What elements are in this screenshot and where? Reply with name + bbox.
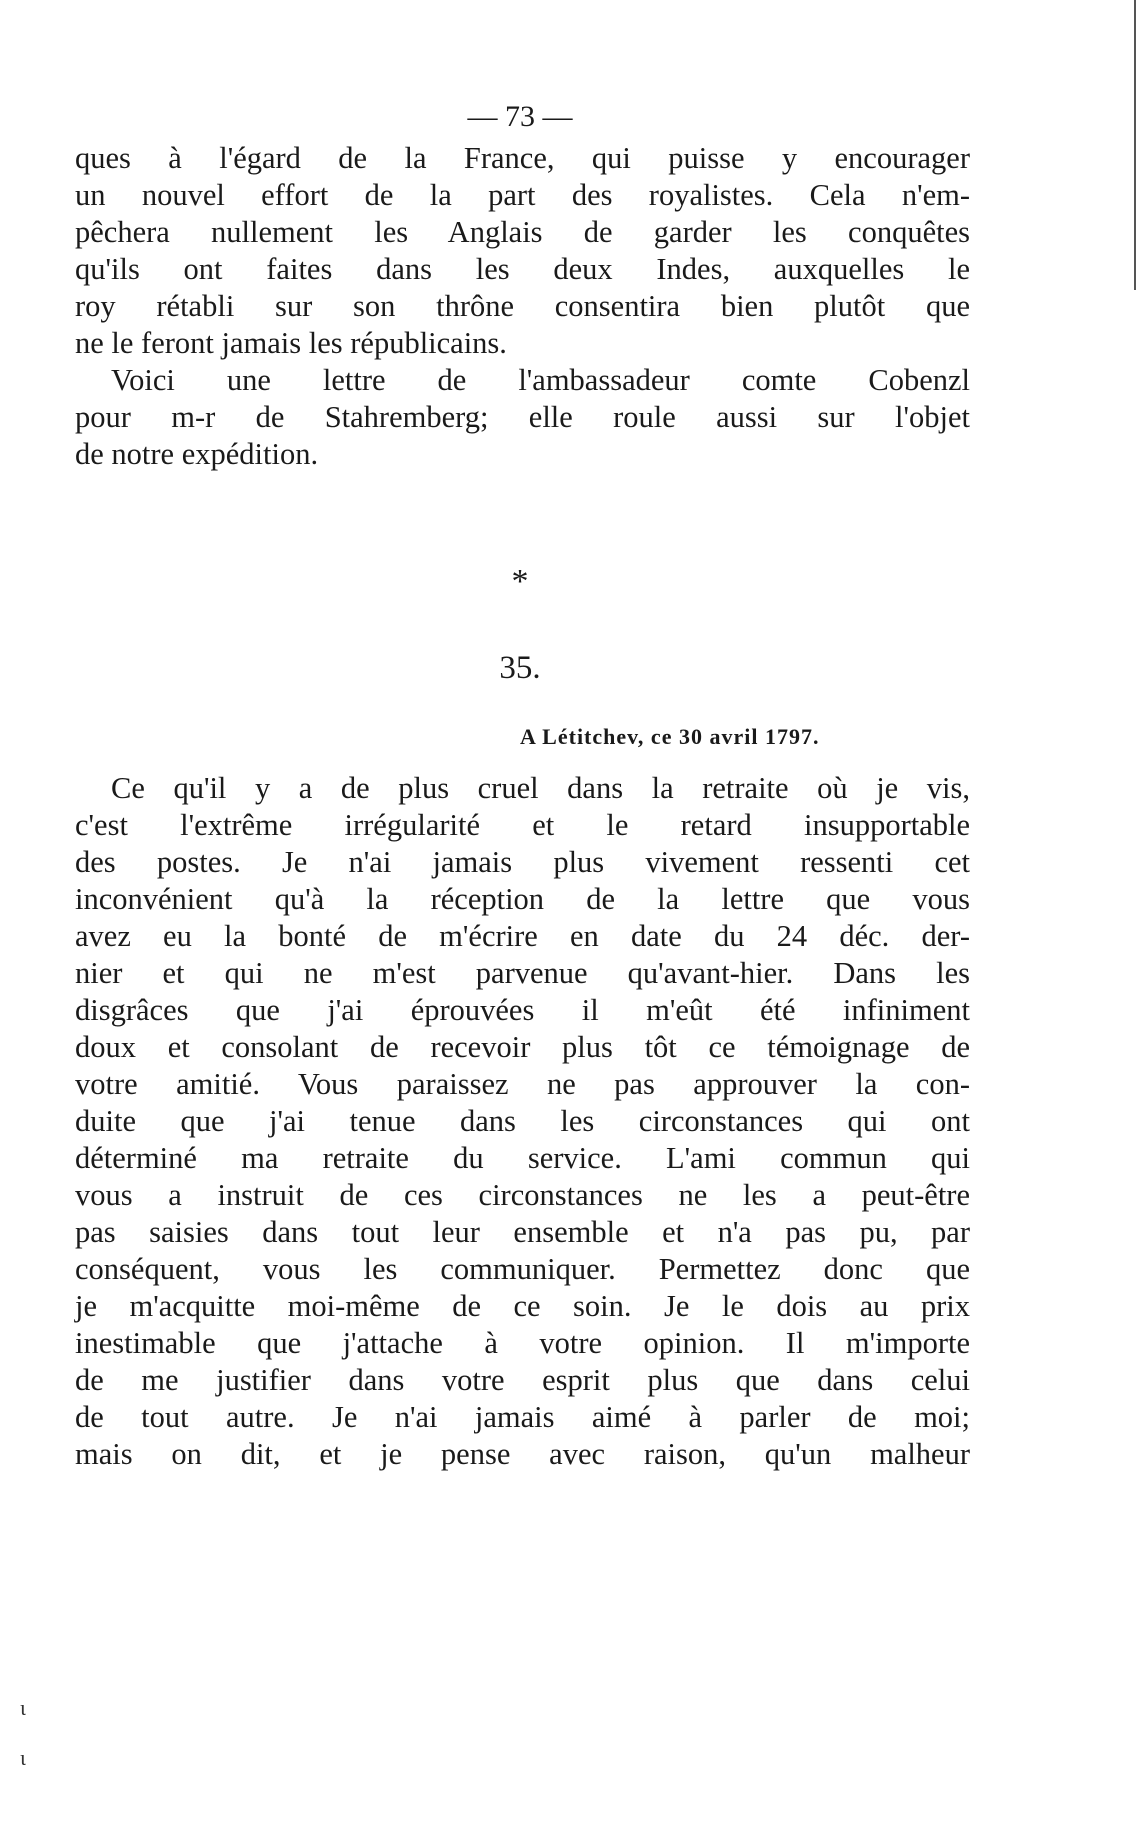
text-line: ne le feront jamais les républicains. (75, 326, 507, 360)
text-line: c'est l'extrême irrégularité et le retard insupportable (75, 808, 970, 842)
text-line: doux et consolant de recevoir plus tôt ce témoignage de (75, 1030, 970, 1064)
letter-number: 35. (499, 650, 541, 686)
margin-mark: ι (20, 1745, 26, 1770)
text-line: Ce qu'il y a de plus cruel dans la retraite où je vis, (111, 771, 970, 805)
text-line: inestimable que j'attache à votre opinion. Il m'importe (75, 1326, 970, 1360)
text-line: Voici une lettre de l'ambassadeur comte Cobenzl (111, 363, 970, 397)
text-line: de me justifier dans votre esprit plus que dans celui (75, 1363, 970, 1397)
text-line: mais on dit, et je pense avec raison, qu'un malheur (75, 1437, 970, 1471)
text-line: de tout autre. Je n'ai jamais aimé à parler de moi; (75, 1400, 970, 1434)
text-line: vous a instruit de ces circonstances ne les a peut-être (75, 1178, 970, 1212)
text-line: un nouvel effort de la part des royalistes. Cela n'em- (75, 178, 970, 212)
text-line: disgrâces que j'ai éprouvées il m'eût été infiniment (75, 993, 970, 1027)
text-line: pas saisies dans tout leur ensemble et n'a pas pu, par (75, 1215, 970, 1249)
paragraph-letter (75, 770, 970, 1473)
page-number: — 73 — (467, 100, 573, 133)
text-line: duite que j'ai tenue dans les circonstances qui ont (75, 1104, 970, 1138)
text-line: déterminé ma retraite du service. L'ami commun qui (75, 1141, 970, 1175)
text-line: inconvénient qu'à la réception de la lettre que vous (75, 882, 970, 916)
text-line: de notre expédition. (75, 437, 319, 471)
text-line: pour m-r de Stahremberg; elle roule aussi sur l'objet (75, 400, 970, 434)
text-line: roy rétabli sur son thrône consentira bien plutôt que (75, 289, 970, 323)
margin-mark: ι (20, 1695, 26, 1720)
section-separator: * (511, 563, 529, 600)
text-line: ques à l'égard de la France, qui puisse y encourager (75, 141, 970, 175)
text-line: des postes. Je n'ai jamais plus vivement ressenti cet (75, 845, 970, 879)
dateline: A Létitchev, ce 30 avril 1797. (520, 724, 820, 749)
text-line: nier et qui ne m'est parvenue qu'avant-hier. Dans les (75, 956, 970, 990)
paragraph-top (75, 140, 970, 473)
text-line: votre amitié. Vous paraissez ne pas approuver la con- (75, 1067, 970, 1101)
page-edge-line (1134, 0, 1136, 290)
text-line: qu'ils ont faites dans les deux Indes, auxquelles le (75, 252, 970, 286)
text-line: conséquent, vous les communiquer. Permettez donc que (75, 1252, 970, 1286)
text-line: je m'acquitte moi-même de ce soin. Je le dois au prix (75, 1289, 970, 1323)
text-line: avez eu la bonté de m'écrire en date du 24 déc. der- (75, 919, 970, 953)
text-line: pêchera nullement les Anglais de garder les conquêtes (75, 215, 970, 249)
